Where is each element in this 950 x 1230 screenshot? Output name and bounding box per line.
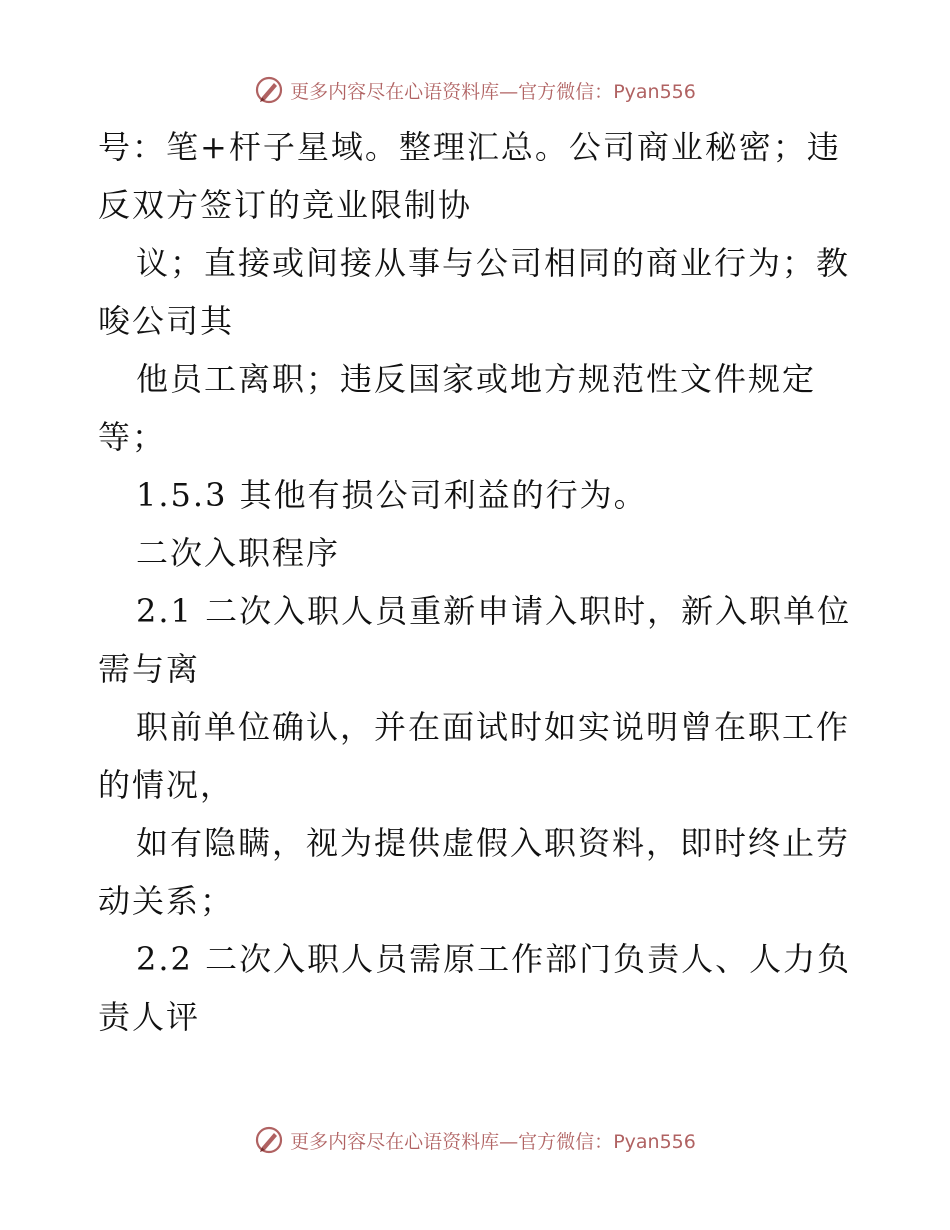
text-line: 动关系； — [98, 882, 235, 920]
footer-brand-text: 更多内容尽在心语资料库— — [290, 1130, 519, 1153]
text-line: 反双方签订的竞业限制协 — [98, 186, 473, 224]
text-line: 职前单位确认，并在面试时如实说明曾在职工作 — [136, 708, 851, 746]
header-banner — [0, 70, 950, 110]
text-line: 2.2 二次入职人员需原工作部门负责人、人力负 — [136, 940, 852, 978]
text-line: 责人评 — [98, 998, 201, 1036]
text-line: 唆公司其 — [98, 302, 235, 340]
document-body — [98, 118, 858, 1046]
text-line: 的情况， — [98, 766, 235, 804]
text-line: 号：笔+杆子星域。整理汇总。公司商业秘密；违 — [98, 128, 841, 166]
text-line: 他员工离职；违反国家或地方规范性文件规定 — [136, 360, 817, 398]
text-line: 等； — [98, 418, 167, 456]
pen-logo-icon — [254, 75, 284, 105]
header-brand — [290, 77, 696, 104]
text-line: 1.5.3 其他有损公司利益的行为。 — [136, 476, 648, 514]
text-line: 如有隐瞒，视为提供虚假入职资料，即时终止劳 — [136, 824, 851, 862]
pen-logo-icon — [254, 1125, 284, 1155]
header-wechat-label: 官方微信： — [518, 80, 614, 103]
text-line: 2.1 二次入职人员重新申请入职时，新入职单位 — [136, 592, 852, 630]
text-line: 二次入职程序 — [136, 534, 341, 572]
text-line: 议；直接或间接从事与公司相同的商业行为；教 — [136, 244, 851, 282]
text-line: 需与离 — [98, 650, 201, 688]
footer-wechat-id: Pyan556 — [613, 1130, 696, 1153]
footer-brand — [290, 1127, 696, 1154]
footer-banner — [0, 1120, 950, 1160]
header-brand-text: 更多内容尽在心语资料库— — [290, 80, 519, 103]
footer-wechat-label: 官方微信： — [518, 1130, 614, 1153]
header-wechat-id: Pyan556 — [613, 80, 696, 103]
